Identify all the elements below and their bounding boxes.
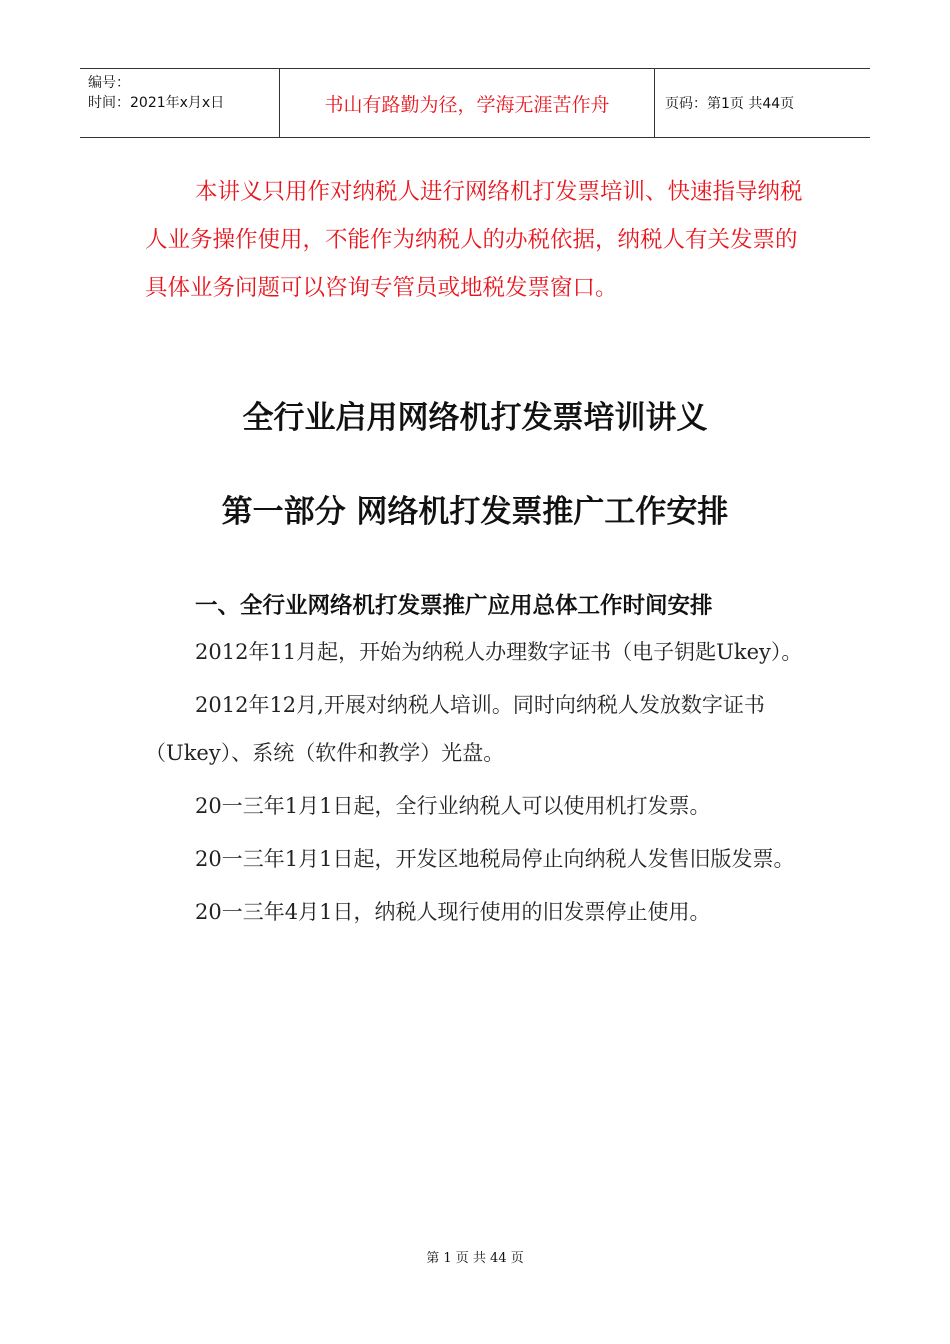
paragraph: 20一三年1月1日起，开发区地税局停止向纳税人发售旧版发票。 xyxy=(195,847,795,871)
number-label: 编号： xyxy=(88,75,130,91)
body-paragraphs xyxy=(145,628,805,941)
paragraph: 2012年11月起，开始为纳税人办理数字证书（电子钥匙Ukey）。 xyxy=(195,640,803,664)
notice-text: 本讲义只用作对纳税人进行网络机打发票培训、快速指导纳税人业务操作使用，不能作为纳税人的办税依据，纳税人有关发票的具体业务问题可以咨询专管员或地税发票窗口。 xyxy=(145,179,803,301)
paragraph: 2012年12月,开展对纳税人培训。同时向纳税人发放数字证书（Ukey）、系统（软件和教学）光盘。 xyxy=(145,693,765,765)
page-header xyxy=(80,68,870,138)
header-meta xyxy=(80,69,280,137)
header-motto: 书山有路勤为径，学海无涯苦作舟 xyxy=(280,69,655,137)
paragraph: 20一三年4月1日，纳税人现行使用的旧发票停止使用。 xyxy=(195,900,711,924)
header-page-info: 页码：第1页 共44页 xyxy=(665,96,795,112)
document-title: 全行业启用网络机打发票培训讲义 xyxy=(242,400,708,436)
section-heading: 一、全行业网络机打发票推广应用总体工作时间安排 xyxy=(195,593,713,619)
page-footer: 第 1 页 共 44 页 xyxy=(426,1251,524,1266)
part-title: 第一部分 网络机打发票推广工作安排 xyxy=(221,494,729,530)
time-label: 时间：2021年x月x日 xyxy=(88,95,225,111)
disclaimer-notice xyxy=(145,168,805,312)
paragraph: 20一三年1月1日起，全行业纳税人可以使用机打发票。 xyxy=(195,794,711,818)
